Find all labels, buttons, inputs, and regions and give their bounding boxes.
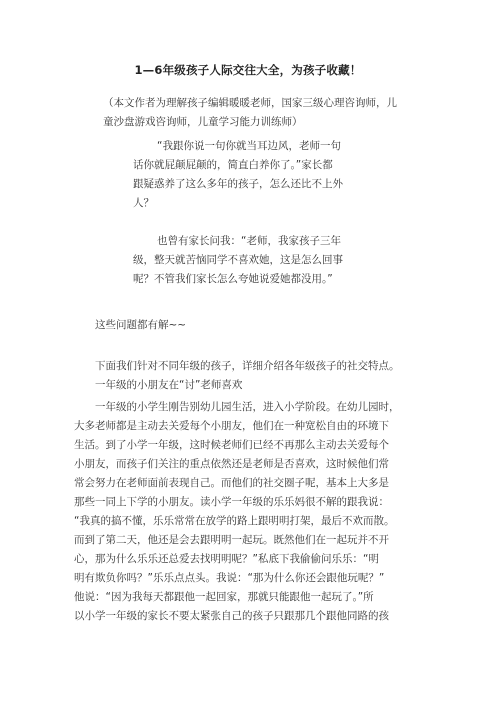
body-line: 生活。到了小学一年级，这时候老师们已经不再那么主动去关爱每个 (74, 439, 389, 451)
quote-line: 话你就屁颠屁颠的，简直白养你了。”家长都 (133, 159, 333, 171)
body-line: 一年级的小学生刚告别幼儿园生活，进入小学阶段。在幼儿园时， (95, 401, 400, 413)
body-line: 那些一同上下学的小朋友。读小学一年级的乐乐妈很不解的跟我说： (74, 496, 389, 508)
body-line: 他说：“因为我每天都跟他一起回家，那就只能跟他一起玩了。”所 (74, 591, 374, 603)
lead-text: 这些问题都有解~~ (95, 319, 187, 331)
quote-line: “我跟你说一句你就当耳边风，老师一句 (157, 140, 341, 152)
section-intro: 下面我们针对不同年级的孩子，详细介绍各年级孩子的社交特点。 (95, 360, 400, 372)
body-line: 大多老师都是主动去关爱每个小朋友，他们在一种宽松自由的环境下 (74, 420, 389, 432)
quote-line: 也曾有家长问我：“老师，我家孩子三年 (157, 235, 341, 247)
quote-line: 人？ (133, 197, 154, 209)
body-line: 明有欺负你吗？”乐乐点点头。我说：“那为什么你还会跟他玩呢？” (74, 572, 385, 584)
body-line: 心，那为什么乐乐还总爱去找明明呢？”私底下我偷偷问乐乐：“明 (74, 553, 379, 565)
body-line: “我真的搞不懂，乐乐常常在放学的路上跟明明打架，最后不欢而散。 (74, 515, 395, 527)
quote-line: 呢？不管我们家长怎么夸她说爱她都没用。” (133, 273, 333, 285)
intro-line: 童沙盘游戏咨询师，儿童学习能力训练师） (103, 116, 303, 128)
section-heading: 一年级的小朋友在“讨”老师喜欢 (95, 379, 243, 391)
body-line: 常会努力在老师面前表现自己。而他们的社交圈子呢，基本上大多是 (74, 477, 389, 489)
body-line: 以小学一年级的家长不要太紧张自己的孩子只跟那几个跟他同路的孩 (74, 610, 389, 622)
body-line: 小朋友，而孩子们关注的重点依然还是老师是否喜欢，这时候他们常 (74, 458, 389, 470)
body-line: 而到了第二天，他还是会去跟明明一起玩。既然他们在一起玩并不开 (74, 534, 389, 546)
quote-line: 跟疑惑养了这么多年的孩子，怎么还比不上外 (133, 178, 343, 190)
intro-line: （本文作者为理解孩子编辑暖暖老师，国家三级心理咨询师，儿 (103, 97, 397, 109)
quote-line: 级，整天就苦恼同学不喜欢她，这是怎么回事 (133, 254, 343, 266)
page-title: 1—6年级孩子人际交往大全，为孩子收藏！ (134, 63, 362, 77)
